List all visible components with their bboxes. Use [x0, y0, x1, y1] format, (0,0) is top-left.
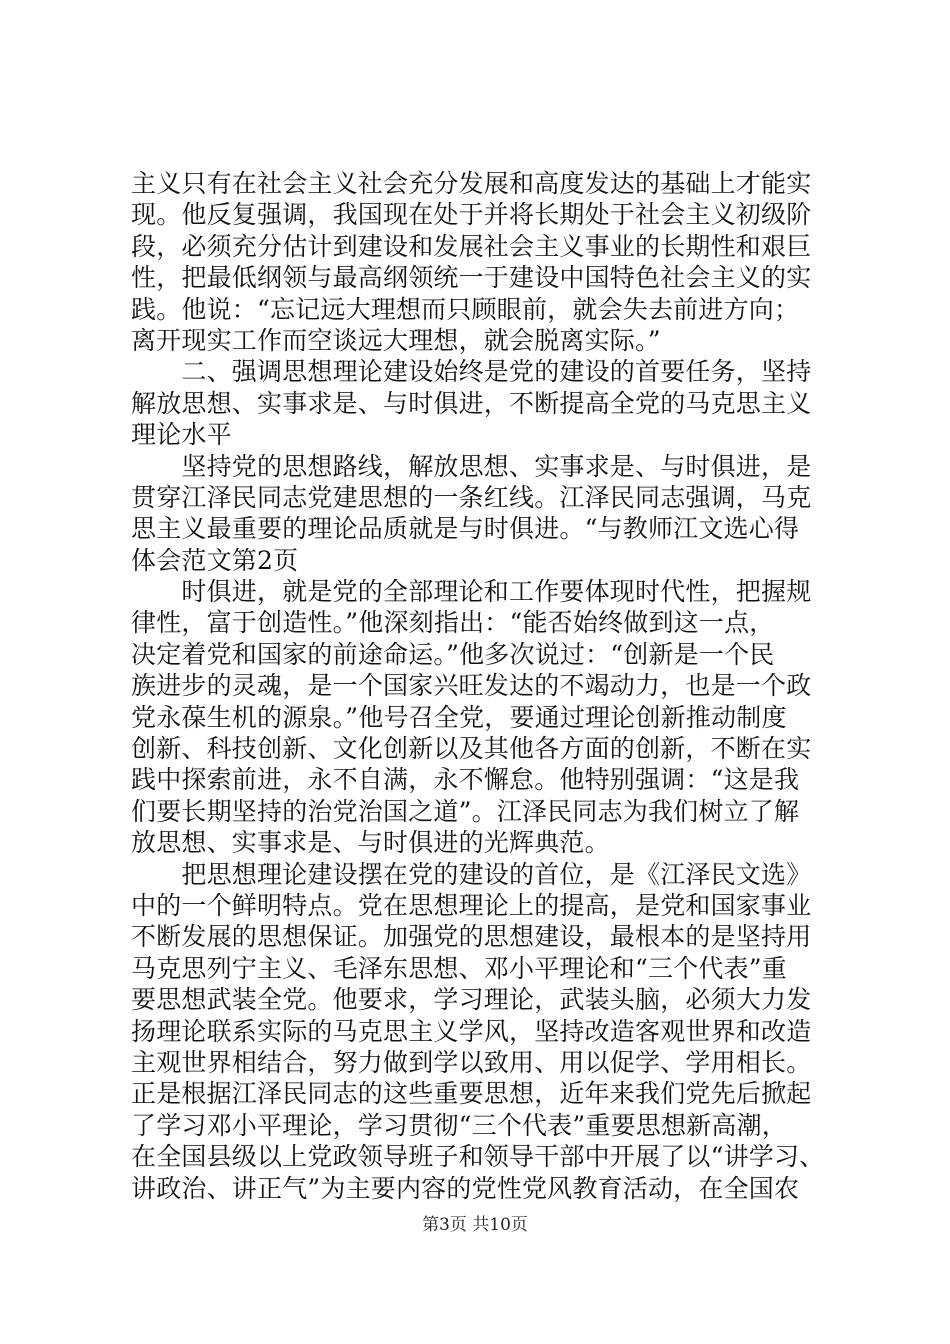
- text-line: 中的一个鲜明特点。党在思想理论上的提高，是党和国家事业: [131, 890, 812, 920]
- text-line: 创新、科技创新、文化创新以及其他各方面的创新，不断在实: [131, 734, 812, 764]
- text-line: 正是根据江泽民同志的这些重要思想，近年来我们党先后掀起: [131, 1079, 812, 1109]
- text-line: 不断发展的思想保证。加强党的思想建设，最根本的是坚持用: [131, 922, 812, 952]
- text-line: 们要长期坚持的治党治国之道”。江泽民同志为我们树立了解: [131, 796, 800, 826]
- text-line: 理论水平: [131, 420, 232, 450]
- text-line: 在全国县级以上党政领导班子和领导干部中开展了以“讲学习、: [131, 1142, 825, 1172]
- text-line: 贯穿江泽民同志党建思想的一条红线。江泽民同志强调，马克: [131, 482, 812, 512]
- text-line: 讲政治、讲正气”为主要内容的党性党风教育活动，在全国农: [131, 1173, 800, 1203]
- text-line: 马克思列宁主义、毛泽东思想、邓小平理论和“三个代表”重: [131, 953, 787, 983]
- text-line: 党永葆生机的源泉。”他号召全党，要通过理论创新推动制度: [131, 702, 787, 732]
- text-line: 解放思想、实事求是、与时俱进，不断提高全党的马克思主义: [131, 388, 812, 418]
- text-line: 时俱进，就是党的全部理论和工作要体现时代性，把握规: [131, 577, 812, 607]
- text-line: 现。他反复强调，我国现在处于并将长期处于社会主义初级阶: [131, 200, 812, 230]
- text-line: 离开现实工作而空谈远大理想，就会脱离实际。”: [131, 325, 661, 355]
- text-line: 践。他说：“忘记远大理想而只顾眼前，就会失去前进方向；: [131, 294, 800, 324]
- text-line: 坚持党的思想路线，解放思想、实事求是、与时俱进，是: [131, 451, 812, 481]
- text-line: 性，把最低纲领与最高纲领统一于建设中国特色社会主义的实: [131, 263, 812, 293]
- text-line: 律性，富于创造性。”他深刻指出：“能否始终做到这一点，: [131, 608, 775, 638]
- body-text: [131, 168, 831, 1204]
- text-line: 主观世界相结合，努力做到学以致用、用以促学、学用相长。: [131, 1047, 812, 1077]
- text-line: 要思想武装全党。他要求，学习理论，武装头脑，必须大力发: [131, 985, 812, 1015]
- text-line: 二、强调思想理论建设始终是党的建设的首要任务，坚持: [131, 357, 812, 387]
- text-line: 段，必须充分估计到建设和发展社会主义事业的长期性和艰巨: [131, 231, 812, 261]
- text-line: 决定着党和国家的前途命运。”他多次说过：“创新是一个民: [131, 639, 775, 669]
- text-line: 思主义最重要的理论品质就是与时俱进。“与教师江文选心得: [131, 514, 800, 544]
- text-line: 扬理论联系实际的马克思主义学风，坚持改造客观世界和改造: [131, 1016, 812, 1046]
- text-line: 放思想、实事求是、与时俱进的光辉典范。: [131, 828, 610, 858]
- text-line: 了学习邓小平理论，学习贯彻“三个代表”重要思想新高潮，: [131, 1110, 787, 1140]
- text-line: 把思想理论建设摆在党的建设的首位，是《江泽民文选》: [131, 859, 812, 889]
- text-line: 主义只有在社会主义社会充分发展和高度发达的基础上才能实: [131, 169, 812, 198]
- text-line: 践中探索前进，永不自满，永不懈怠。他特别强调：“这是我: [131, 765, 800, 795]
- page-footer: 第3页 共10页: [422, 1215, 528, 1235]
- text-line: 体会范文第2页: [131, 545, 299, 575]
- text-line: 族进步的灵魂，是一个国家兴旺发达的不竭动力，也是一个政: [131, 671, 812, 701]
